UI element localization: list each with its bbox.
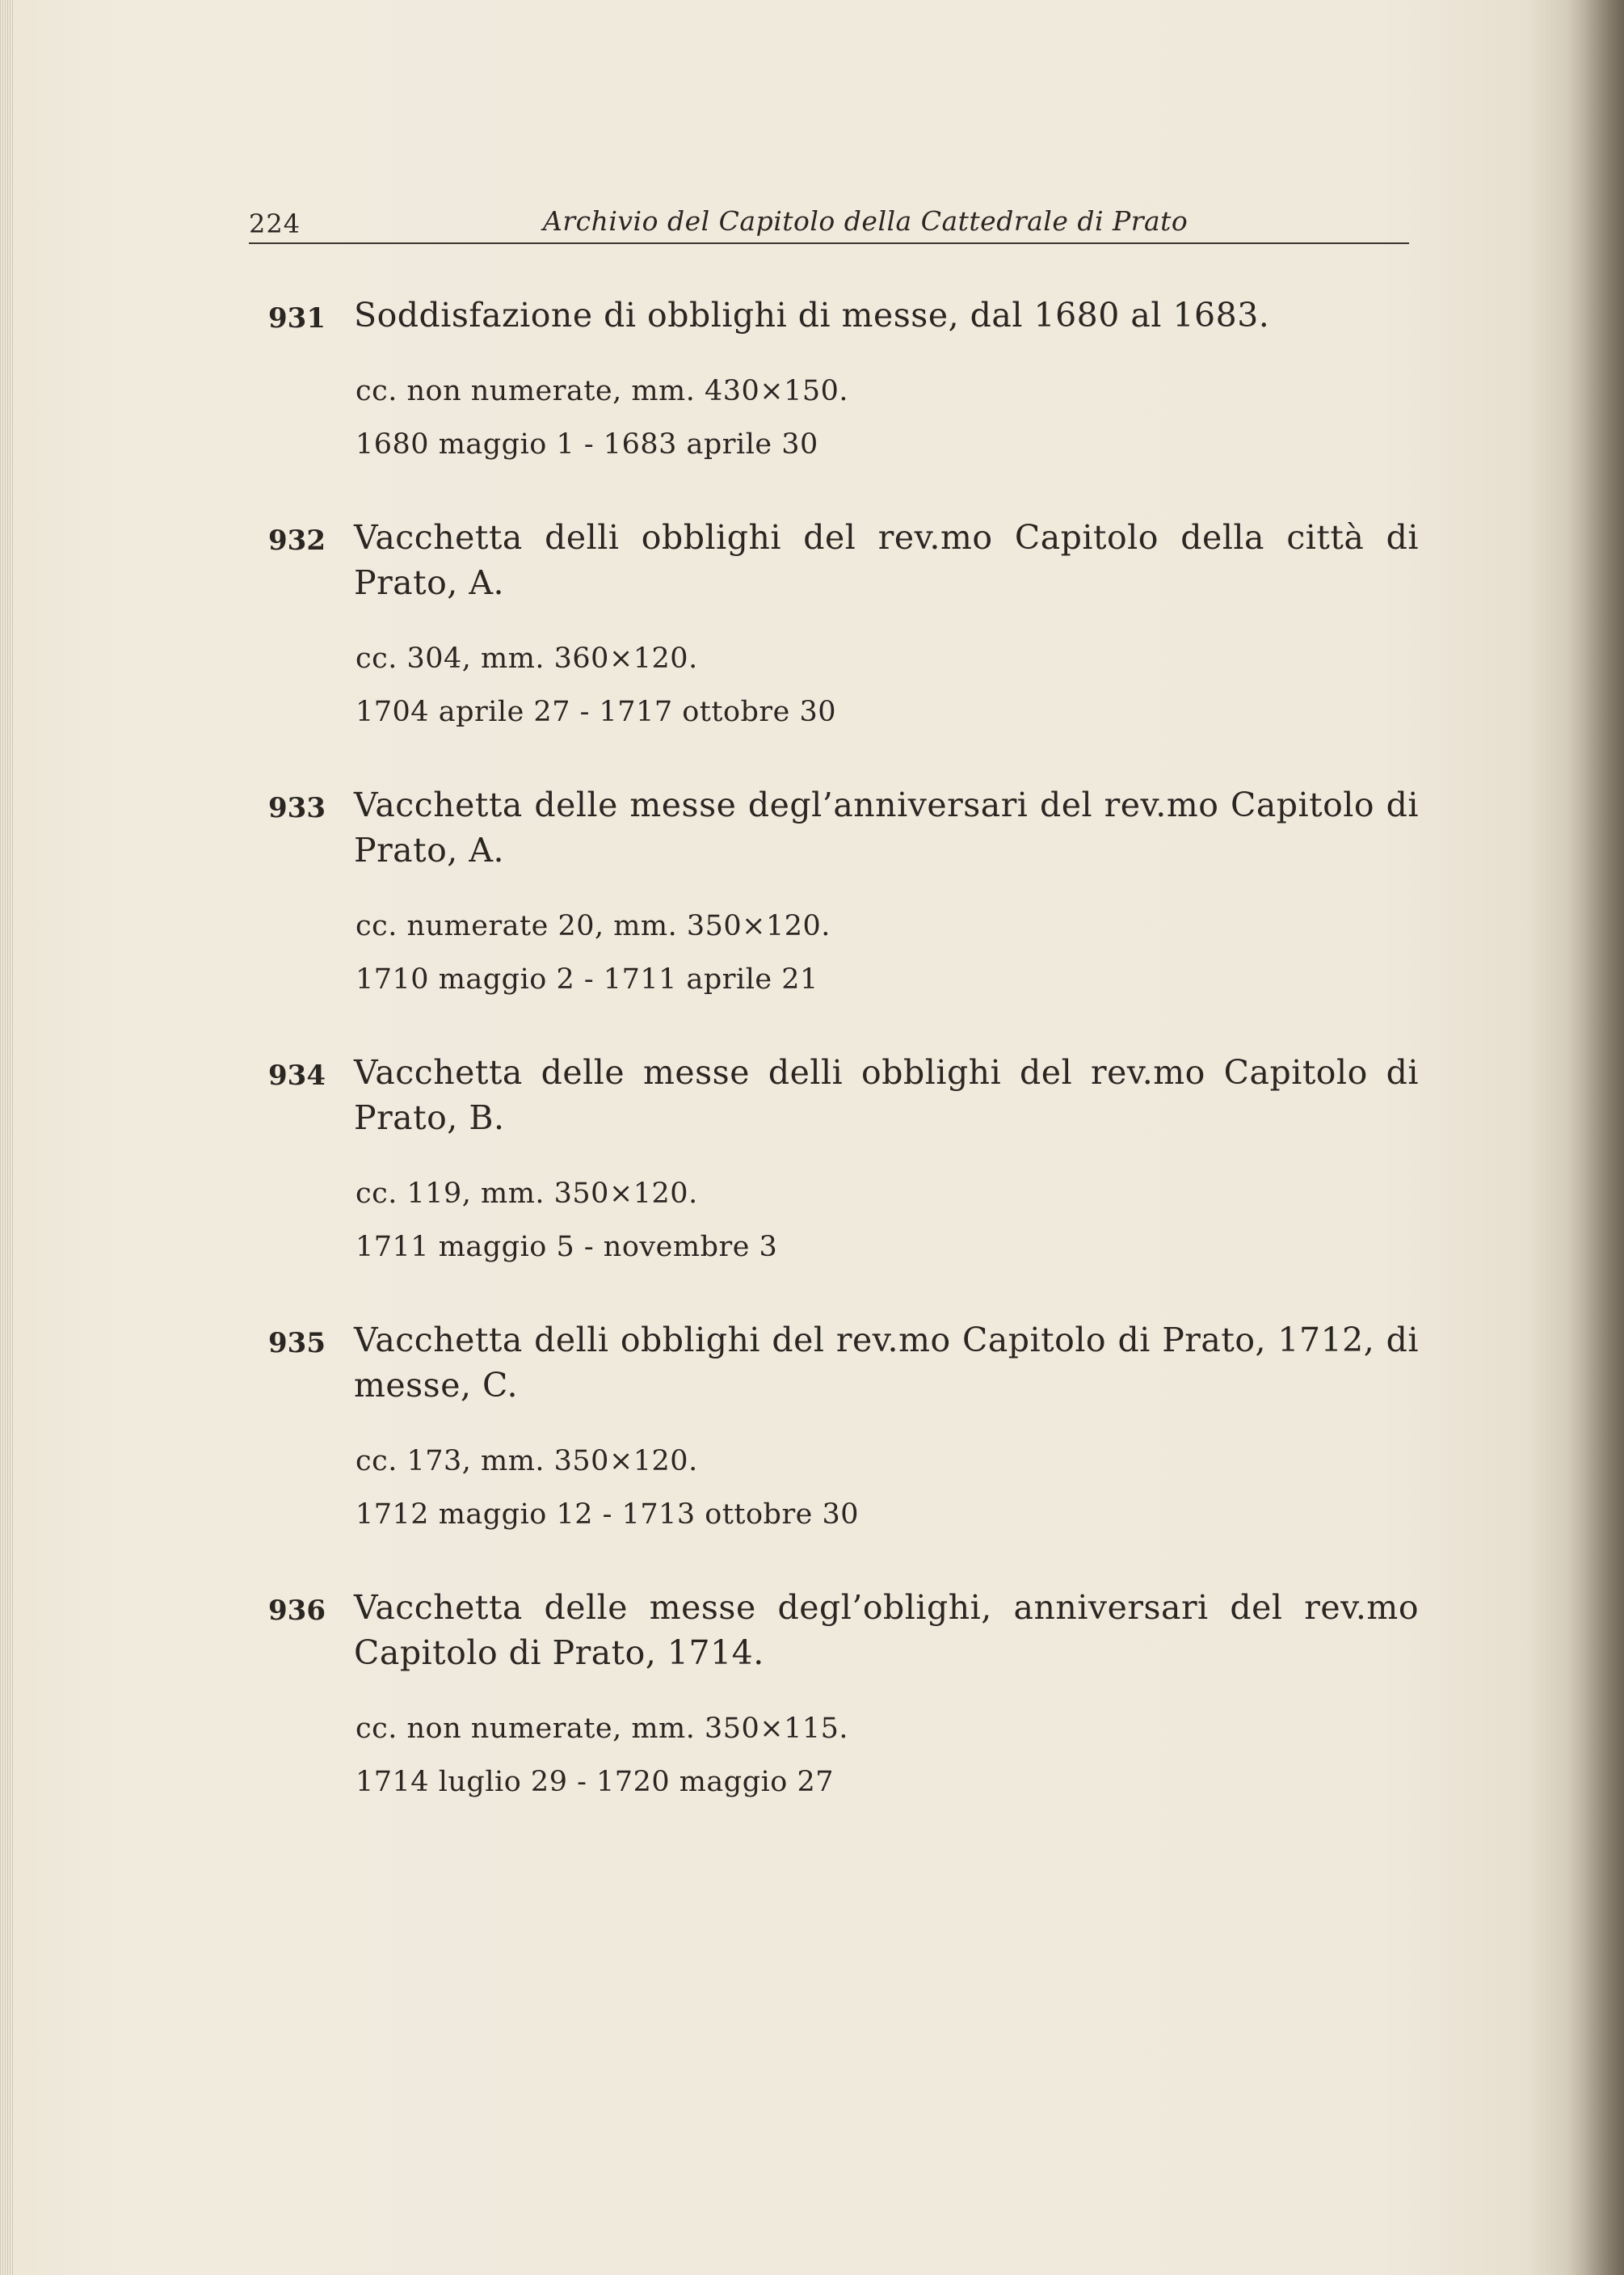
- entry-number: 936: [268, 1595, 326, 1627]
- entry-dates: 1704 aprile 27 - 1717 ottobre 30: [356, 696, 837, 728]
- entry-title: Vacchetta delle messe degl’anniversari del rev.mo Capitolo di Prato, A.: [354, 786, 1419, 870]
- catalog-entry: [242, 1585, 1422, 1801]
- running-title: Archivio del Capitolo della Cattedrale di Prato: [543, 205, 1189, 237]
- entry-number: 933: [268, 792, 326, 824]
- catalog-entries: [242, 293, 1422, 1852]
- entry-dates: 1712 maggio 12 - 1713 ottobre 30: [356, 1498, 860, 1531]
- catalog-entry: [242, 515, 1422, 731]
- entry-dates: 1710 maggio 2 - 1711 aprile 21: [356, 963, 818, 996]
- catalog-entry: [242, 1050, 1422, 1266]
- catalog-entry: [242, 293, 1422, 463]
- entry-description: cc. non numerate, mm. 350×115.: [356, 1713, 849, 1745]
- page-number: 224: [249, 209, 301, 239]
- page-edge-left: [0, 0, 15, 2275]
- entry-title: Vacchetta delli obblighi del rev.mo Capitolo della città di Prato, A.: [354, 518, 1419, 602]
- entry-description: cc. 119, mm. 350×120.: [356, 1178, 698, 1210]
- book-gutter-shadow: [1567, 0, 1624, 2275]
- entry-number: 931: [268, 302, 326, 335]
- entry-description: cc. non numerate, mm. 430×150.: [356, 375, 849, 407]
- catalog-entry: [242, 1317, 1422, 1533]
- entry-title: Vacchetta delli obblighi del rev.mo Capitolo di Prato, 1712, di messe, C.: [354, 1321, 1419, 1405]
- entry-dates: 1711 maggio 5 - novembre 3: [356, 1231, 778, 1263]
- entry-description: cc. 304, mm. 360×120.: [356, 642, 698, 675]
- entry-description: cc. numerate 20, mm. 350×120.: [356, 910, 831, 942]
- entry-number: 935: [268, 1327, 326, 1359]
- catalog-entry: [242, 782, 1422, 998]
- entry-number: 934: [268, 1060, 326, 1092]
- entry-title: Vacchetta delle messe degl’oblighi, anniversari del rev.mo Capitolo di Prato, 1714.: [354, 1588, 1419, 1672]
- running-header: [249, 200, 1409, 244]
- entry-number: 932: [268, 525, 326, 557]
- entry-dates: 1714 luglio 29 - 1720 maggio 27: [356, 1766, 835, 1798]
- entry-description: cc. 173, mm. 350×120.: [356, 1445, 698, 1477]
- entry-title: Soddisfazione di obblighi di messe, dal 1680 al 1683.: [354, 296, 1270, 335]
- entry-dates: 1680 maggio 1 - 1683 aprile 30: [356, 428, 818, 461]
- entry-title: Vacchetta delle messe delli obblighi del rev.mo Capitolo di Prato, B.: [354, 1053, 1419, 1137]
